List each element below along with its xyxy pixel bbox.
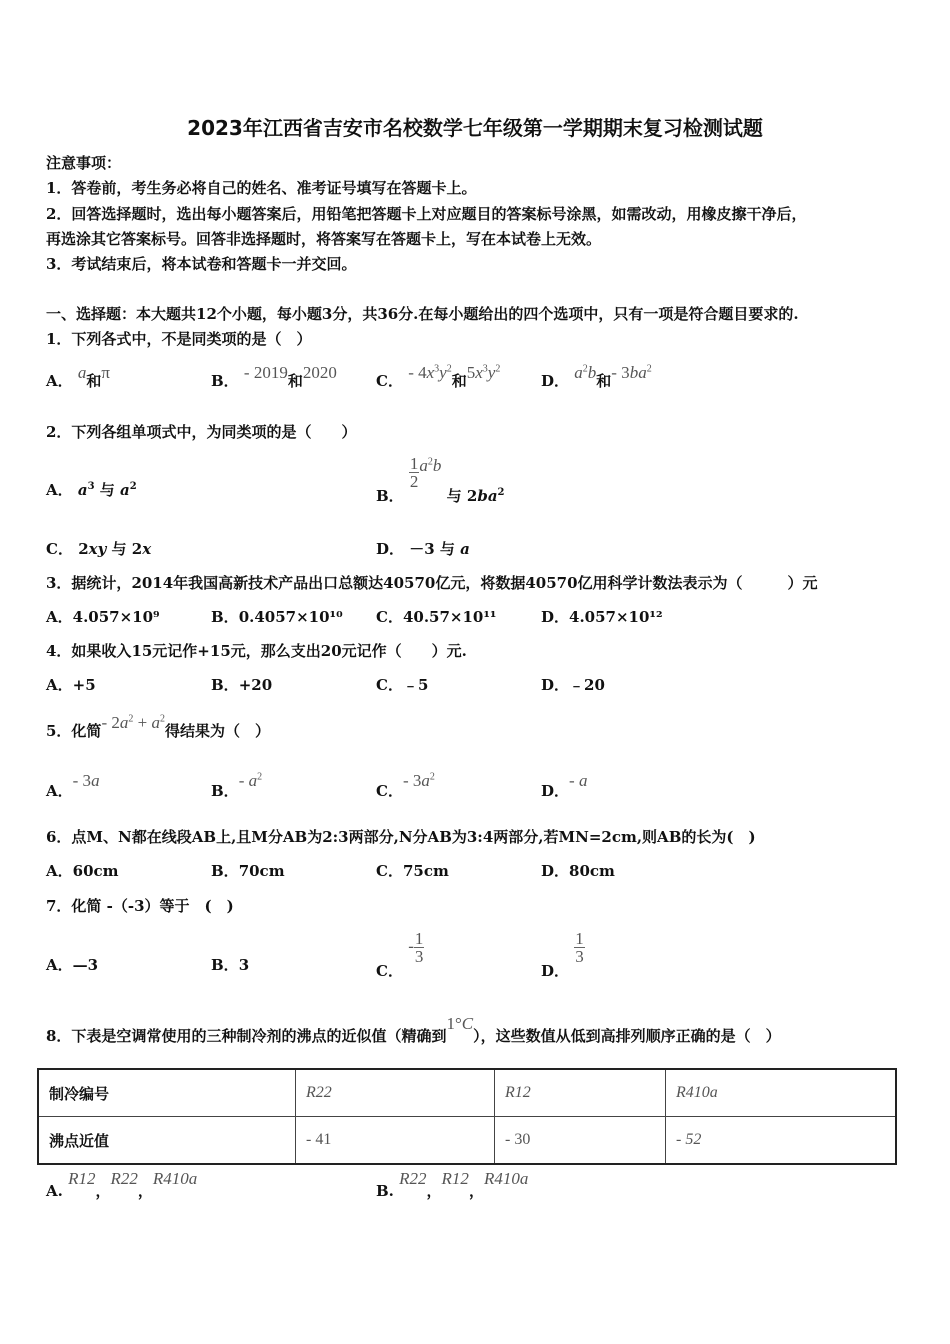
option-text: 40.57×10¹¹: [402, 608, 497, 626]
question-4-stem: 4．如果收入15元记作+15元，那么支出20元记作（ ）元.: [46, 642, 467, 660]
option-label: C．: [46, 540, 73, 558]
q3-option-a[interactable]: [46, 606, 160, 627]
question-1-stem: 1．下列各式中，不是同类项的是（ ）: [46, 330, 312, 348]
stem-math: - $2a^2 + a^2$: [101, 713, 165, 732]
option-math: $a^2b$: [419, 455, 442, 475]
table-cell: 沸点近值: [38, 1117, 296, 1165]
option-math: π: [101, 363, 110, 382]
q4-option-c[interactable]: [376, 674, 428, 695]
option-math: 2xy 与 2x: [78, 540, 152, 558]
stem-prefix: 5．化简: [46, 722, 102, 740]
table-cell: - 41: [296, 1117, 495, 1165]
option-math: 与 $2ba^2$: [446, 486, 505, 505]
option-math: - $3ba^2$: [611, 363, 652, 382]
option-label: B.: [376, 1182, 394, 1200]
option-label: B．: [211, 372, 239, 390]
option-label: D．: [541, 961, 570, 980]
question-3-stem: 3．据统计，2014年我国高新技术产品出口总额达40570亿元，将数据40570亿用科学计数法表示为（ ）元: [46, 574, 818, 592]
q4-option-d[interactable]: [541, 674, 605, 695]
fraction: $\frac{1}{3}$: [575, 929, 584, 966]
option-label: C．: [376, 608, 403, 626]
q2-option-c[interactable]: [46, 538, 151, 559]
q1-option-b[interactable]: [211, 363, 337, 391]
option-label: D．: [541, 676, 570, 694]
table-cell: - 30: [495, 1117, 666, 1165]
option-text: —3: [72, 956, 99, 974]
option-math: R12: [441, 1169, 469, 1188]
table-cell: 制冷编号: [38, 1069, 296, 1117]
option-math: - 2019: [243, 363, 288, 382]
option-text: +20: [238, 676, 273, 694]
option-text: 4.057×10⁹: [72, 608, 160, 626]
option-label: B．: [211, 608, 239, 626]
section-heading: 一、选择题：本大题共12个小题，每小题3分，共36分.在每小题给出的四个选项中，只有一项是符合题目要求的.: [46, 305, 799, 323]
option-label: A．: [46, 372, 73, 390]
minus-sign: -: [408, 936, 414, 956]
option-label: B．: [211, 782, 239, 800]
option-label: C．: [376, 372, 403, 390]
q3-option-c[interactable]: [376, 606, 497, 627]
question-8-stem: [46, 1014, 781, 1046]
option-label: B．: [211, 862, 239, 880]
stem-math: 1°C: [446, 1014, 474, 1033]
option-label: B．: [211, 676, 239, 694]
q4-option-a[interactable]: [46, 674, 96, 695]
option-label: A．: [46, 676, 73, 694]
refrigerant-table: [37, 1068, 897, 1165]
option-label: A.: [46, 1182, 63, 1200]
q5-option-c[interactable]: [376, 771, 435, 801]
notice-item: 2．回答选择题时，选出每小题答案后，用铅笔把答题卡上对应题目的答案标号涂黑，如需改动，用橡皮擦干净后，: [46, 205, 807, 223]
option-math: - a: [569, 771, 588, 790]
option-math: R410a: [152, 1169, 198, 1188]
q3-option-d[interactable]: [541, 606, 663, 627]
q1-option-c[interactable]: [376, 363, 501, 391]
q2-option-a[interactable]: [46, 479, 137, 500]
option-text: 60cm: [72, 862, 119, 880]
table-cell: R22: [296, 1069, 495, 1117]
option-label: D．: [376, 540, 405, 558]
option-math: R12: [68, 1169, 96, 1188]
q2-option-b[interactable]: [376, 454, 505, 505]
option-label: A．: [46, 862, 73, 880]
q5-option-d[interactable]: [541, 771, 588, 801]
option-math: $a^2b$: [574, 363, 597, 382]
option-label: D．: [541, 782, 570, 800]
q4-option-b[interactable]: [211, 674, 272, 695]
connector: 和: [451, 372, 467, 390]
option-text: 80cm: [569, 862, 615, 880]
option-math: R22: [110, 1169, 138, 1188]
q2-option-d[interactable]: [376, 538, 470, 559]
option-text: ﹣20: [569, 676, 605, 694]
connector: 和: [596, 372, 612, 390]
notice-item: 1．答卷前，考生务必将自己的姓名、准考证号填写在答题卡上。: [46, 179, 477, 197]
option-label: A．: [46, 782, 73, 800]
notice-item: 3．考试结束后，将本试卷和答题卡一并交回。: [46, 255, 357, 273]
option-label: A．: [46, 608, 73, 626]
option-label: C．: [376, 961, 403, 980]
question-6-stem: 6．点M、N都在线段AB上,且M分AB为2:3两部分,N分AB为3:4两部分,若MN=2cm,则AB的长为( ): [46, 828, 756, 846]
option-label: C．: [376, 862, 403, 880]
option-label: D．: [541, 608, 570, 626]
option-text: ﹣5: [402, 676, 429, 694]
option-label: B．: [211, 956, 239, 974]
option-text: 0.4057×10¹⁰: [238, 608, 343, 626]
option-math: a: [77, 363, 87, 382]
notice-item: 再选涂其它答案标号。回答非选择题时，将答案写在答题卡上，写在本试卷上无效。: [46, 230, 602, 248]
option-math: $a^3$ 与 $a^2$: [77, 481, 137, 499]
q6-option-b[interactable]: [211, 860, 285, 881]
option-label: A．: [46, 956, 73, 974]
option-text: 75cm: [402, 862, 449, 880]
option-math: R410a: [483, 1169, 529, 1188]
connector: 和: [287, 372, 303, 390]
q6-option-c[interactable]: [376, 860, 449, 881]
option-text: 3: [238, 956, 250, 974]
table-cell: R12: [495, 1069, 666, 1117]
q8-option-b[interactable]: B. R22，R12，R410a: [376, 1169, 529, 1200]
table-cell: - 52: [666, 1117, 897, 1165]
option-math: R22: [399, 1169, 427, 1188]
option-label: C．: [376, 782, 403, 800]
q7-option-c[interactable]: [376, 929, 424, 980]
table-row: [38, 1069, 896, 1117]
q3-option-b[interactable]: [211, 606, 343, 627]
option-label: A．: [46, 481, 73, 499]
option-math: - $a^2$: [238, 771, 263, 790]
q5-option-b[interactable]: [211, 771, 263, 801]
q7-option-a[interactable]: [46, 954, 98, 975]
option-math: - 3a: [72, 771, 100, 790]
q7-option-d[interactable]: [541, 929, 585, 980]
option-text: 4.057×10¹²: [569, 608, 663, 626]
page-title: 2023年江西省吉安市名校数学七年级第一学期期末复习检测试题: [187, 116, 763, 140]
stem-suffix: ），这些数值从低到高排列顺序正确的是（ ）: [473, 1027, 781, 1045]
option-math: －3 与 a: [409, 540, 470, 558]
q6-option-a[interactable]: [46, 860, 119, 881]
q8-option-a[interactable]: A. R12，R22，R410a: [46, 1169, 198, 1200]
option-label: D．: [541, 862, 570, 880]
stem-prefix: 8．下表是空调常使用的三种制冷剂的沸点的近似值（精确到: [46, 1027, 447, 1045]
option-label: C．: [376, 676, 403, 694]
option-label: B．: [376, 486, 404, 505]
option-math: - $4x^3y^2$: [408, 363, 452, 382]
notice-heading: 注意事项：: [46, 154, 122, 172]
stem-suffix: 得结果为（ ）: [164, 722, 270, 740]
table-cell: R410a: [666, 1069, 897, 1117]
q1-option-a[interactable]: [46, 363, 110, 391]
question-7-stem: 7．化简 -（-3）等于 ( ): [46, 897, 234, 915]
option-label: D．: [541, 372, 570, 390]
table-row: [38, 1117, 896, 1165]
connector: 和: [86, 372, 102, 390]
q7-option-b[interactable]: [211, 954, 249, 975]
option-math: $5x^3y^2$: [466, 363, 501, 382]
q6-option-d[interactable]: [541, 860, 615, 881]
q5-option-a[interactable]: [46, 771, 100, 801]
option-math: - $3a^2$: [402, 771, 435, 790]
option-text: 70cm: [238, 862, 285, 880]
option-text: +5: [72, 676, 96, 694]
question-5-stem: [46, 713, 270, 741]
fraction: $\frac{1}{2}$: [409, 454, 419, 491]
option-math: 2020: [302, 363, 337, 382]
q1-option-d[interactable]: [541, 363, 652, 391]
fraction: $\frac{1}{3}$: [414, 929, 424, 966]
question-2-stem: 2．下列各组单项式中，为同类项的是（ ）: [46, 423, 357, 441]
